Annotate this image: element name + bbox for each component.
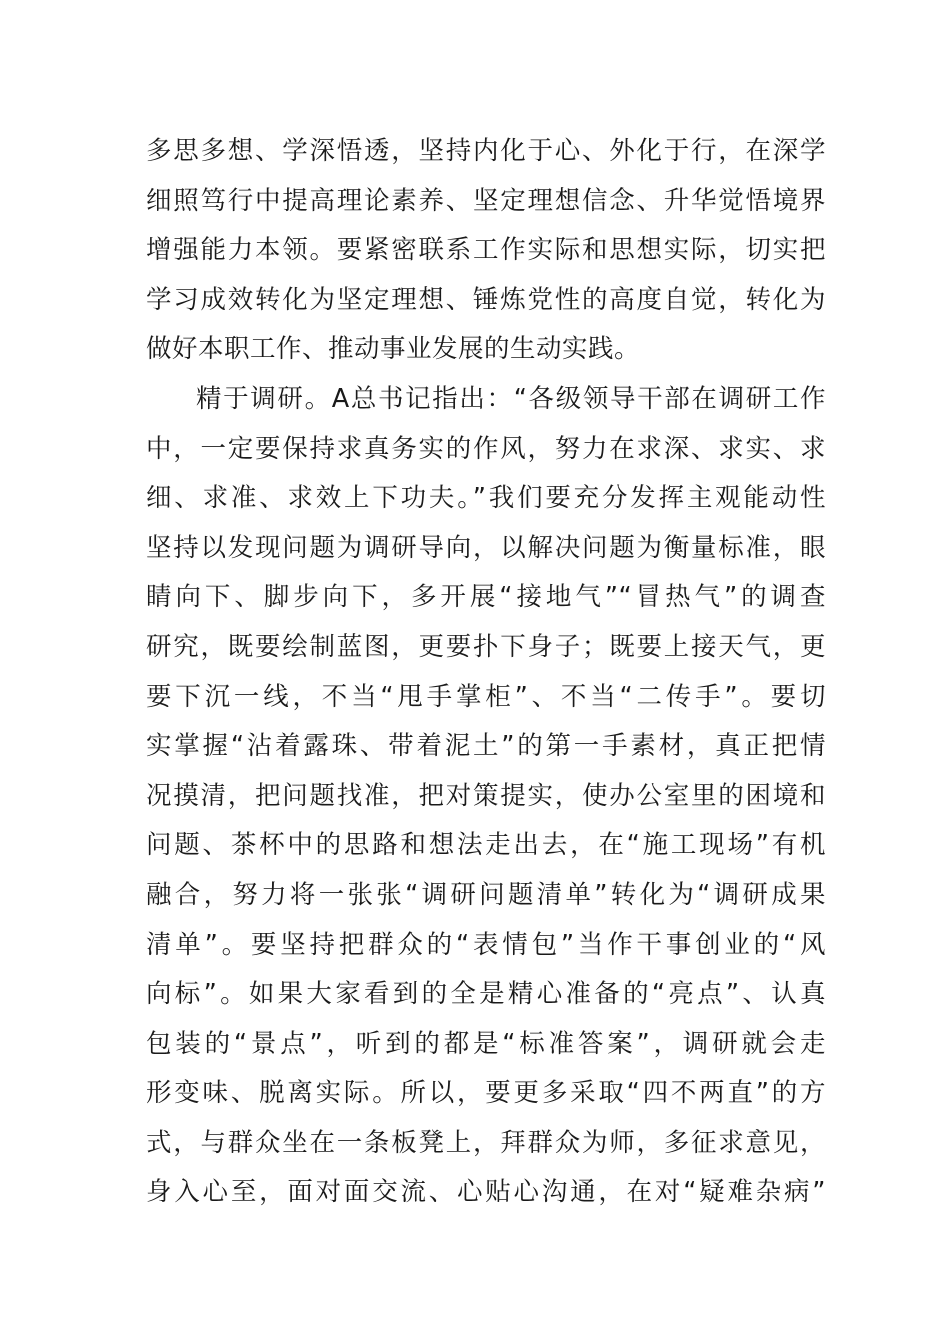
text-line: 向标”。如果大家看到的全是精心准备的“亮点”、认真 <box>146 979 826 1010</box>
text-line: 睛向下、脚步向下，多开展“接地气”“冒热气”的调查 <box>146 582 826 613</box>
text-line: 式，与群众坐在一条板凳上，拜群众为师，多征求意见， <box>146 1127 826 1158</box>
text-line: 增强能力本领。要紧密联系工作实际和思想实际，切实把 <box>146 235 826 266</box>
text-line: 研究，既要绘制蓝图，更要扑下身子；既要上接天气，更 <box>146 631 826 662</box>
text-line: 细、求准、求效上下功夫。”我们要充分发挥主观能动性 <box>146 483 826 514</box>
text-line: 中，一定要保持求真务实的作风，努力在求深、求实、求 <box>146 433 826 464</box>
text-line: 包装的“景点”，听到的都是“标准答案”，调研就会走 <box>146 1028 826 1059</box>
body-text <box>146 127 826 1218</box>
text-line: 形变味、脱离实际。所以，要更多采取“四不两直”的方 <box>146 1078 826 1109</box>
text-line: 精于调研。A总书记指出：“各级领导干部在调研工作 <box>196 383 826 414</box>
text-line: 多思多想、学深悟透，坚持内化于心、外化于行，在深学 <box>146 136 826 166</box>
text-line: 融合，努力将一张张“调研问题清单”转化为“调研成果 <box>146 879 826 910</box>
text-line: 学习成效转化为坚定理想、锤炼党性的高度自觉，转化为 <box>146 284 826 315</box>
text-line: 坚持以发现问题为调研导向，以解决问题为衡量标准，眼 <box>146 532 826 563</box>
text-line: 问题、茶杯中的思路和想法走出去，在“施工现场”有机 <box>146 830 826 861</box>
text-line: 身入心至，面对面交流、心贴心沟通，在对“疑难杂病” <box>146 1177 826 1208</box>
text-line: 实掌握“沾着露珠、带着泥土”的第一手素材，真正把情 <box>146 731 826 762</box>
text-line: 细照笃行中提高理论素养、坚定理想信念、升华觉悟境界 <box>146 185 826 216</box>
text-line: 做好本职工作、推动事业发展的生动实践。 <box>146 334 641 365</box>
text-line: 况摸清，把问题找准，把对策提实，使办公室里的困境和 <box>146 780 826 811</box>
text-line: 清单”。要坚持把群众的“表情包”当作干事创业的“风 <box>146 929 826 960</box>
text-line: 要下沉一线，不当“甩手掌柜”、不当“二传手”。要切 <box>146 681 826 712</box>
